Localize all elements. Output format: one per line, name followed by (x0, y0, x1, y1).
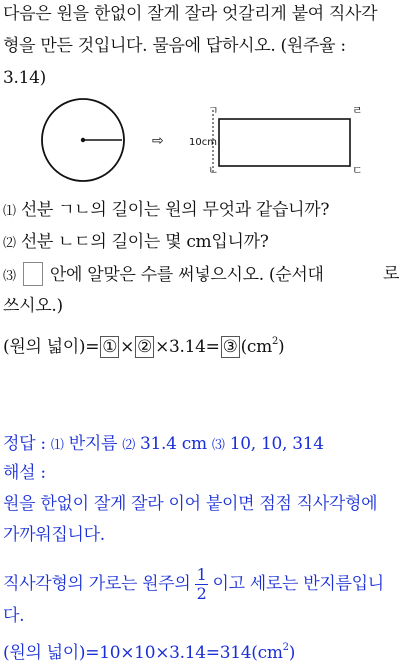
answer-2: 31.4 cm (140, 434, 207, 454)
answer-3: 10, 10, 314 (229, 434, 324, 454)
rectangle-shape (219, 119, 350, 166)
question-3 (3, 262, 400, 289)
explanation-line-1: 원을 한없이 잘게 잘라 이어 붙이면 점점 직사각형에 (3, 494, 378, 514)
center-dot (81, 138, 85, 142)
explanation-formula (3, 636, 295, 665)
fraction-one-half (195, 566, 209, 603)
formula-unit-exponent: 2 (271, 336, 278, 347)
intro-line-3: 3.14) (3, 68, 46, 88)
corner-label-top-right: ㄹ (352, 104, 363, 117)
explanation-formula-text: (원의 넓이)=10×10×3.14=314(cm (3, 643, 283, 663)
formula-times-1: × (120, 337, 135, 357)
question-1 (3, 198, 329, 224)
fraction-denominator: 2 (196, 584, 207, 603)
side-length-label: 10cm (189, 137, 217, 148)
blank-box-example (23, 262, 43, 286)
question-3-line-2: 쓰시오.) (3, 296, 63, 316)
explanation-line-3-end: 이고 세로는 반지름입니 (212, 574, 384, 594)
formula-blank-3[interactable]: ③ (222, 337, 238, 357)
area-formula (3, 330, 284, 359)
formula-blank-1[interactable]: ① (102, 337, 118, 357)
explanation-line-2: 가까워집니다. (3, 525, 105, 545)
formula-unit: (cm (240, 337, 272, 357)
answer-1: 반지름 (68, 434, 118, 454)
explanation-line-3 (3, 566, 384, 603)
explanation-formula-close: ) (288, 643, 296, 663)
question-1-number: ⑴ (3, 204, 16, 219)
question-1-text: 선분 ㄱㄴ의 길이는 원의 무엇과 같습니까? (20, 200, 330, 220)
circle-to-rectangle-figure (0, 96, 400, 186)
answer-3-number: ⑶ (211, 438, 225, 453)
answer-line (3, 432, 324, 458)
corner-label-bottom-right: ㄷ (352, 164, 363, 177)
question-3-number: ⑶ (3, 269, 16, 284)
intro-line-1: 다음은 원을 한없이 잘게 잘라 엇갈리게 붙여 직사각 (3, 4, 378, 24)
explanation-line-4: 다. (3, 606, 25, 626)
explanation-line-3-start: 직사각형의 가로는 원주의 (3, 574, 191, 594)
answer-1-number: ⑴ (50, 438, 64, 453)
answer-2-number: ⑵ (122, 438, 135, 453)
corner-label-bottom-left: ㄴ (208, 164, 219, 177)
answer-label: 정답 : (3, 434, 51, 454)
intro-line-2: 형을 만든 것입니다. 물음에 답하시오. (원주율 : (3, 36, 346, 56)
question-2-text: 선분 ㄴㄷ의 길이는 몇 cm입니까? (20, 232, 269, 252)
question-3-text: 안에 알맞은 수를 써넣으시오. (순서대 (49, 265, 324, 285)
corner-label-top-left: ㄱ (208, 104, 219, 117)
transform-arrow: ⇨ (152, 133, 164, 149)
explanation-formula-exponent: 2 (282, 642, 289, 653)
formula-times-2: ×3.14= (155, 337, 220, 357)
formula-blank-2[interactable]: ② (137, 337, 153, 357)
question-2 (3, 230, 269, 256)
fraction-numerator: 1 (196, 565, 207, 584)
formula-unit-close: ) (278, 337, 285, 357)
question-3-text-end: 로 (383, 264, 400, 284)
question-2-number: ⑵ (3, 236, 16, 251)
explanation-label: 해설 : (3, 463, 46, 483)
formula-lhs: (원의 넓이)= (3, 337, 100, 357)
